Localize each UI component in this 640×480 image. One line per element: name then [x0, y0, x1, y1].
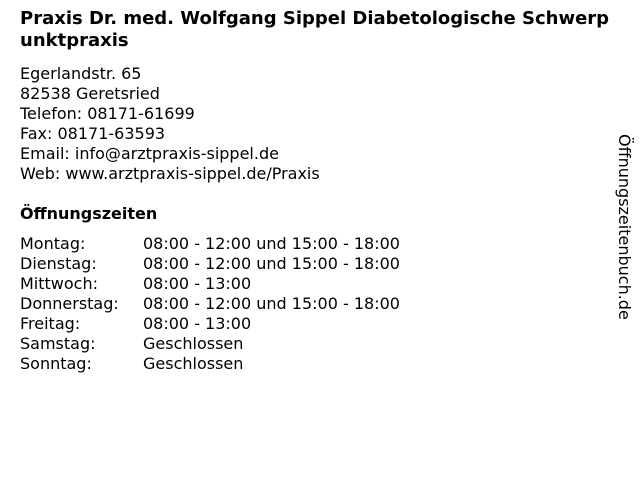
email-address: Email: info@arztpraxis-sippel.de [20, 144, 279, 163]
day-label: Dienstag: [20, 254, 97, 273]
time-value: Geschlossen [143, 354, 244, 373]
site-watermark: Öffnungszeitenbuch.de [615, 134, 634, 320]
time-value: 08:00 - 12:00 und 15:00 - 18:00 [143, 254, 400, 273]
opening-hours-heading: Öffnungszeiten [20, 204, 158, 223]
street-address: Egerlandstr. 65 [20, 64, 142, 83]
time-value: Geschlossen [143, 334, 244, 353]
day-label: Donnerstag: [20, 294, 119, 313]
day-label: Samstag: [20, 334, 96, 353]
practice-name: Praxis Dr. med. Wolfgang Sippel Diabetologische Schwerpunktpraxis [20, 8, 610, 51]
day-label: Montag: [20, 234, 86, 253]
website-address: Web: www.arztpraxis-sippel.de/Praxis [20, 164, 320, 183]
time-value: 08:00 - 13:00 [143, 274, 252, 293]
contact-block [20, 64, 320, 184]
city-address: 82538 Geretsried [20, 84, 160, 103]
day-label: Mittwoch: [20, 274, 98, 293]
time-value: 08:00 - 12:00 und 15:00 - 18:00 [143, 294, 400, 313]
time-value: 08:00 - 13:00 [143, 314, 252, 333]
day-label: Freitag: [20, 314, 81, 333]
day-label: Sonntag: [20, 354, 92, 373]
fax-number: Fax: 08171-63593 [20, 124, 166, 143]
time-value: 08:00 - 12:00 und 15:00 - 18:00 [143, 234, 400, 253]
phone-number: Telefon: 08171-61699 [20, 104, 195, 123]
